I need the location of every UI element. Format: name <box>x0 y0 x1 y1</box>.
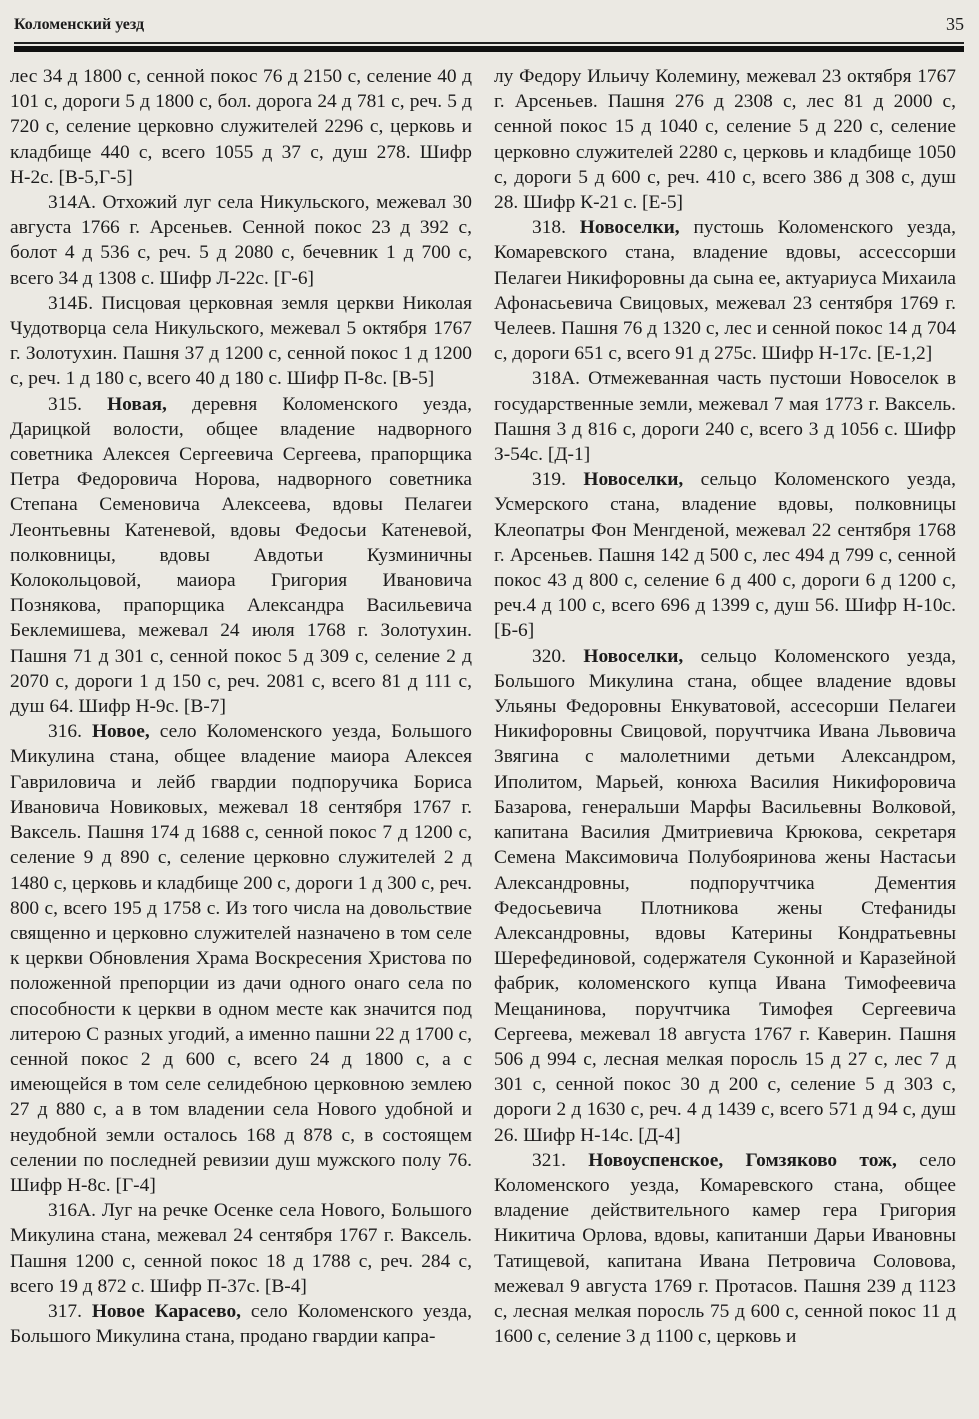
right-column <box>494 64 956 1414</box>
header-rule-thick <box>14 46 964 52</box>
entry-title: Новое, <box>91 721 150 743</box>
entry-319: 319. Новоселки, сельцо Коломенского уезда, Усмерского стана, владение вдовы, полковницы Клеопатры Фон Менгденой, межевал 22 сентября 1768 г. Арсеньев. Пашня 142 д 500 с, лес 494 д 799 с, сенной покос 43 д 800 с, селение 6 д 400 с, дороги 6 д 1200 с, реч.4 д 100 с, всего 696 д 1399 с, душ 56. Шифр Н-10с. [Б-6] <box>494 469 956 642</box>
entry-title: Новоуспенское, Гомзяково тож, <box>588 1149 897 1171</box>
page-header <box>14 10 964 42</box>
entry-title: Новоселки, <box>579 217 680 239</box>
entry-320: 320. Новоселки, сельцо Коломенского уезда, Большого Микулина стана, общее владение вдовы Ульяны Федоровны Енкуватовой, ассесорши Пелагеи Никифоровны Свицовой, поручтчика Ивана Львовича Звягина с малолетними детьми Александром, Иполитом, Марьей, конюха Василия Никифоровича Базарова, генеральши Марфы Васильевны Волковой, капитана Василия Дмитриевича Крюкова, секретаря Семена Максимовича Полубояринова жены Настасьи Александровны, подпоручтчика Дементия Федосьевича Плотникова жены Стефаниды Александровны, вдовы Катерины Кондратьевны Шерефединовой, содержателя Суконной и Каразейной фабрик, коломенского купца Ивана Тимофеевича Мещанинова, поручтчика Тимофея Сергеевича Сергеева, межевал 18 августа 1767 г. Каверин. Пашня 506 д 994 с, лесная мелкая поросль 15 д 27 с, лес 7 д 301 с, сенной покос 30 д 200 с, селение 5 д 303 с, дороги 2 д 1630 с, реч. 4 д 1439 с, всего 571 д 94 с, душ 26. Шифр Н-14с. [Д-4] <box>494 645 956 1146</box>
left-column <box>10 64 472 1414</box>
entry-317: 317. Новое Карасево, село Коломенского уезда, Большого Микулина стана, продано гвардии капра- <box>10 1300 472 1348</box>
entry-321: 321. Новоуспенское, Гомзяково тож, село Коломенского уезда, Комаревского стана, общее владение действительного камер гера Григория Никитича Орлова, вдовы, капитанши Дарьи Ивановны Татищевой, капитана Ивана Петровича Соловова, межевал 9 августа 1769 г. Протасов. Пашня 239 д 1123 с, лесная мелкая поросль 75 д 600 с, сенной покос 11 д 1600 с, селение 3 д 1100 с, церковь и <box>494 1149 956 1348</box>
entry-314a: 314А. Отхожий луг села Никульского, межевал 30 августа 1766 г. Арсеньев. Сенной покос 23 д 392 с, болот 4 д 536 с, реч. 5 д 2080 с, бечевник 1 д 700 с, всего 34 д 1308 с. Шифр Л-22с. [Г-6] <box>10 192 472 289</box>
entry-315: 315. Новая, деревня Коломенского уезда, Дарицкой волости, общее владение надворного советника Алексея Сергеевича Сергеева, прапорщика Петра Федоровича Норова, надворного советника Степана Семеновича Алексеева, вдовы Пелагеи Леонтьевны Катеневой, вдовы Федосьи Катеневой, полковницы, вдовы Авдотьи Кузминичны Колокольцовой, маиора Григория Ивановича Познякова, прапорщика Александра Васильевича Беклемишева, межевал 24 июля 1768 г. Золотухин. Пашня 71 д 301 с, сенной покос 5 д 309 с, селение 2 д 2070 с, дороги 1 д 150 с, реч. 2081 с, всего 81 д 111 с, душ 64. Шифр Н-9с. [В-7] <box>10 393 472 718</box>
entry-314b: 314Б. Писцовая церковная земля церкви Николая Чудотворца села Никульского, межевал 5 октября 1767 г. Золотухин. Пашня 37 д 1200 с, сенной покос 1 д 1200 с, реч. 1 д 180 с, всего 40 д 180 с. Шифр П-8с. [В-5] <box>10 292 472 390</box>
entry-continuation: лу Федору Ильичу Колемину, межевал 23 октября 1767 г. Арсеньев. Пашня 276 д 2308 с, лес 81 д 2000 с, сенной покос 15 д 1040 с, селение 5 д 220 с, селение церковно служителей 2280 с, церковь и кладбище 1050 с, дороги 5 д 600 с, реч. 410 с, всего 386 д 308 с, душ 28. Шифр К-21 с. [Е-5] <box>494 66 956 214</box>
entry-continuation: лес 34 д 1800 с, сенной покос 76 д 2150 с, селение 40 д 101 с, дороги 5 д 1800 с, бол. дорога 24 д 781 с, реч. 5 д 720 с, селение церковно служителей 2296 с, церковь и кладбище 440 с, всего 1055 д 37 с, душ 278. Шифр Н-2с. [В-5,Г-5] <box>10 66 472 188</box>
entry-318a: 318А. Отмежеванная часть пустоши Новоселок в государственные земли, межевал 7 мая 1773 г. Ваксель. Пашня 3 д 816 с, дороги 240 с, всего 3 д 1056 с. Шифр З-54с. [Д-1] <box>494 368 956 466</box>
entry-title: Новое Карасево, <box>91 1300 241 1322</box>
entry-318: 318. Новоселки, пустошь Коломенского уезда, Комаревского стана, владение вдовы, ассессорши Пелагеи Никифоровны да сына ее, актуариуса Михаила Афонасьевича Свицовых, межевал 23 сентября 1769 г. Челеев. Пашня 76 д 1320 с, лес и сенной покос 14 д 704 с, дороги 651 с, всего 91 д 275с. Шифр Н-17с. [Е-1,2] <box>494 217 956 365</box>
running-title: Коломенский уезд <box>14 16 145 33</box>
entry-316a: 316А. Луг на речке Осенке села Нового, Большого Микулина стана, межевал 24 сентября 1767 г. Ваксель. Пашня 1200 с, сенной покос 18 д 1788 с, реч. 284 с, всего 19 д 872 с. Шифр П-37с. [В-4] <box>10 1200 472 1297</box>
entry-title: Новоселки, <box>583 469 684 491</box>
entry-title: Новая, <box>107 393 167 415</box>
page-number: 35 <box>946 14 964 34</box>
header-rule-thin <box>14 42 964 44</box>
entry-316: 316. Новое, село Коломенского уезда, Большого Микулина стана, общее владение маиора Алексея Гавриловича и лейб гвардии подпоручика Бориса Ивановича Новиковых, межевал 18 сентября 1767 г. Ваксель. Пашня 174 д 1688 с, сенной покос 7 д 1200 с, селение 9 д 890 с, селение церковно служителей 2 д 1480 с, церковь и кладбище 200 с, дороги 1 д 300 с, реч. 800 с, всего 195 д 1758 с. Из того числа на довольствие священно и церковно служителей назначено в том селе к церкви Обновления Храма Воскресения Христова по положенной препорции из дачи одного онаго села по способности к церкви в одном месте как значится под литерою С разных угодий, а именно пашни 22 д 1700 с, сенной покос 2 д 600 с, всего 24 д 1800 с, а с имеющейся в том селе селидебною церковною землею 27 д 880 с, а в том владении села Нового удобной и неудобной земли осталось 168 д 878 с, в состоящем селении по последней ревизии душ мужского полу 76. Шифр Н-8с. [Г-4] <box>10 721 472 1196</box>
entry-title: Новоселки, <box>583 645 684 667</box>
